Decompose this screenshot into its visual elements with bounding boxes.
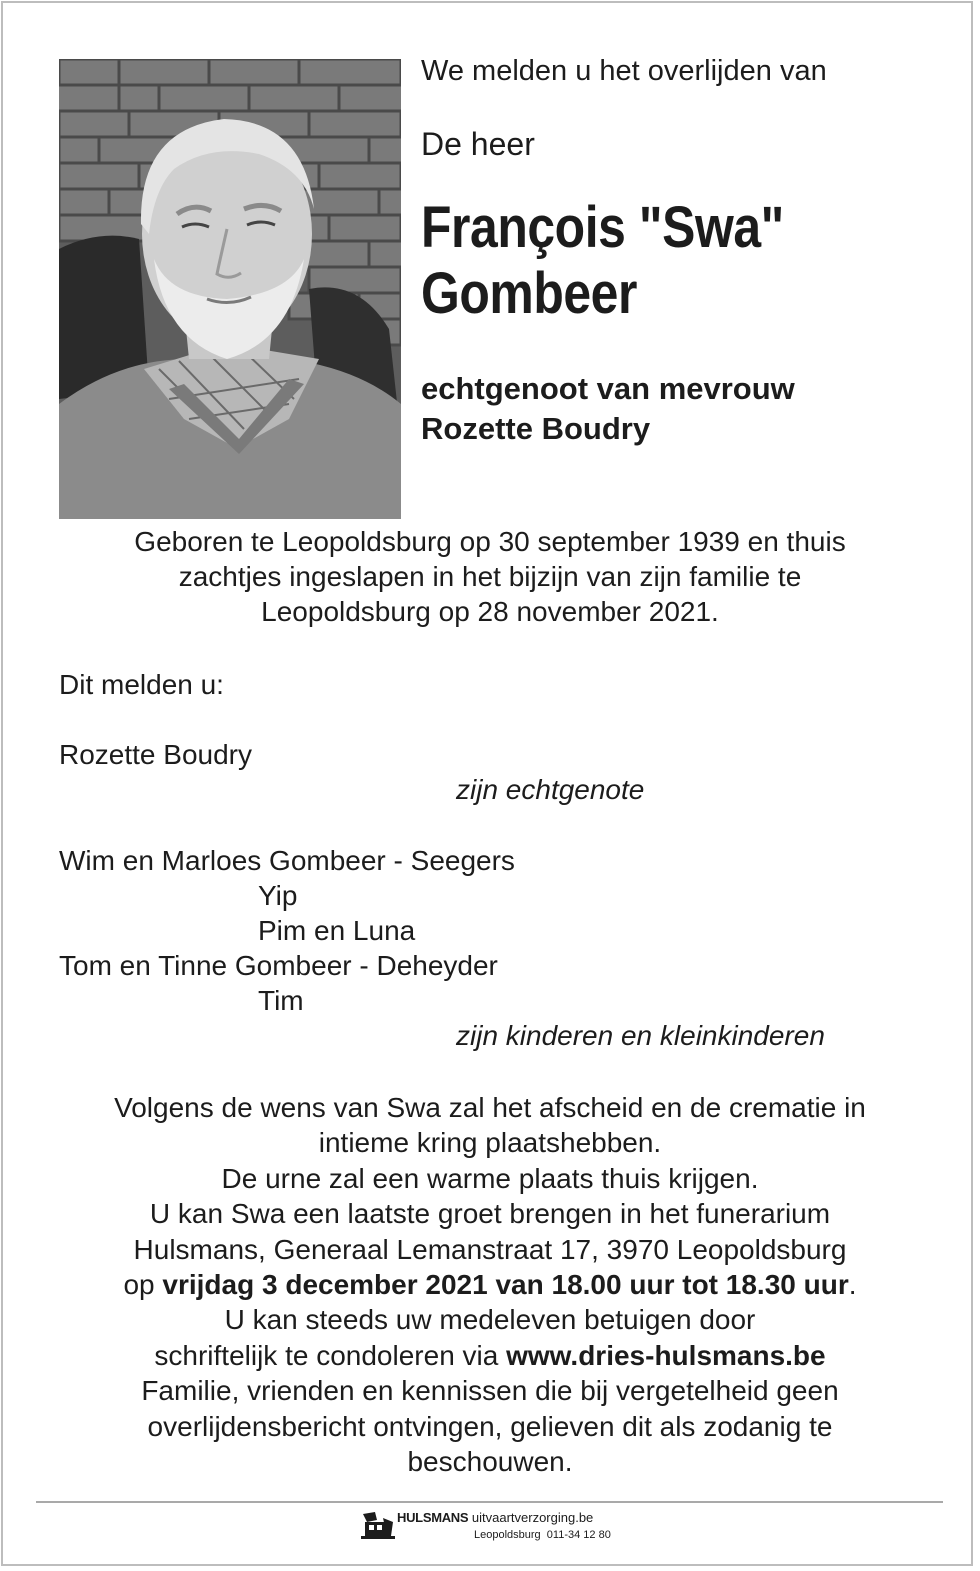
family-role: zijn kinderen en kleinkinderen [456,1020,825,1051]
spouse-name: Rozette Boudry [59,739,252,770]
text-line: Hulsmans, Generaal Lemanstraat 17, 3970 Leopoldsburg [133,1233,847,1265]
birth-death-paragraph [40,524,940,629]
text-line: U kan steeds uw medeleven betuigen door [224,1304,756,1336]
text-line: Geboren te Leopoldsburg op 30 september 1939 en thuis [134,526,846,557]
spouse-line-1: echtgenoot van mevrouw [421,371,795,406]
text-line: Familie, vrienden en kennissen die bij vergetelheid geen [141,1375,839,1407]
portrait-photo [59,59,401,519]
announcers-label: Dit melden u: [59,669,224,700]
family-member: Wim en Marloes Gombeer - Seegers [59,845,515,876]
hulsmans-logo-icon [361,1510,395,1540]
text-line: beschouwen. [407,1446,573,1478]
footer-contact [474,1528,611,1542]
name-line-2: Gombeer [421,261,637,326]
brand-name: HULSMANS [397,1510,469,1525]
footer-location: Leopoldsburg [474,1529,541,1541]
visitation-time-line [30,1267,950,1302]
text-line: overlijdensbericht ontvingen, gelieven dit als zodanig te [147,1410,833,1442]
text-line: De urne zal een warme plaats thuis krijgen. [221,1162,759,1194]
spouse-role: zijn echtgenote [456,774,645,805]
family-member: Yip [258,880,298,911]
text-line: U kan Swa een laatste groet brengen in het funerarium [149,1198,831,1230]
text-line: zachtjes ingeslapen in het bijzijn van zijn familie te [178,561,802,592]
footer-phone: 011-34 12 80 [546,1529,611,1541]
spouse-line-2: Rozette Boudry [421,411,651,446]
family-member: Pim en Luna [258,915,416,946]
text-line: Leopoldsburg op 28 november 2021. [261,596,719,627]
text-line: intieme kring plaatshebben. [318,1127,662,1159]
closing-paragraph [30,1090,950,1479]
deceased-name [421,195,784,327]
brand-website[interactable]: uitvaartverzorging.be [471,1510,594,1525]
spouse-info [421,369,795,449]
condolence-website-link[interactable]: www.dries-hulsmans.be [506,1339,826,1371]
condolence-line [30,1338,950,1373]
footer-divider [36,1501,943,1503]
family-member: Tom en Tinne Gombeer - Deheyder [59,950,498,981]
text-fragment: op [123,1269,155,1301]
name-line-1: François "Swa" [421,195,784,260]
text-fragment: schriftelijk te condoleren via [154,1339,499,1371]
text-line: Volgens de wens van Swa zal het afscheid en de crematie in [114,1092,866,1123]
footer-brand [397,1510,593,1526]
family-member: Tim [258,985,304,1016]
intro-text: We melden u het overlijden van [421,55,827,87]
visitation-time: vrijdag 3 december 2021 van 18.00 uur tot 18.30 uur [162,1269,849,1301]
text-fragment: . [848,1269,857,1301]
honorific: De heer [421,126,535,162]
